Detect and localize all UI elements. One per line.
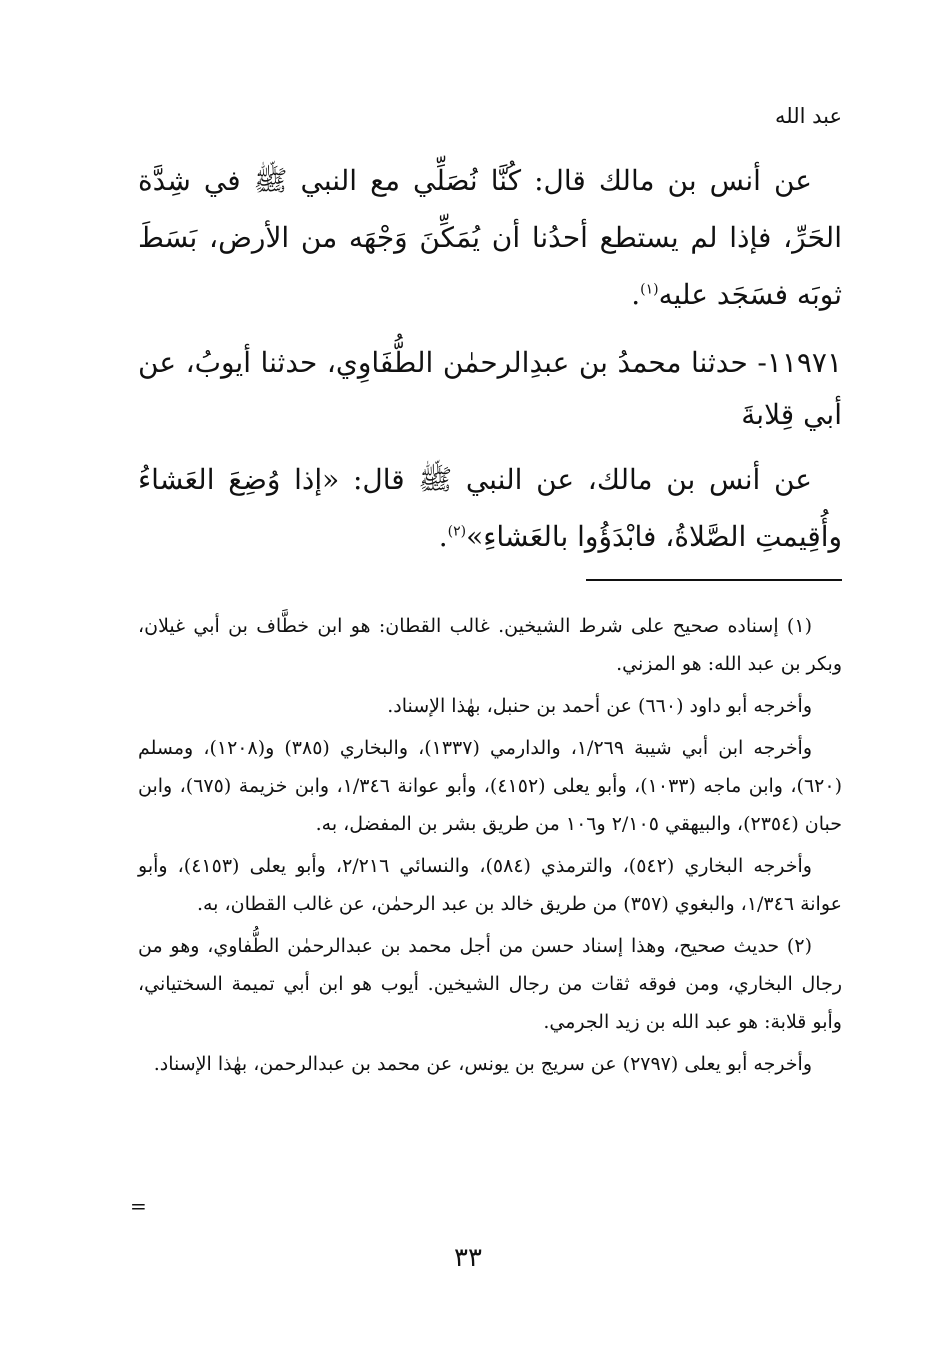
main-text	[138, 152, 842, 579]
hadith-text	[138, 152, 842, 323]
sentence-end: .	[631, 278, 641, 311]
page-number: ٣٣	[454, 1243, 482, 1273]
hadith-isnad: ١١٩٧١- حدثنا محمدُ بن عبدِالرحمٰن الطُّفَاوِي، حدثنا أيوبُ، عن أبي قِلابةَ	[138, 346, 842, 431]
continued-mark: =	[130, 1194, 147, 1218]
footnote-paragraph: وأخرجه أبو يعلى (٢٧٩٧) عن سريج بن يونس، عن محمد بن عبدالرحمن، بهٰذا الإسناد.	[153, 1053, 812, 1075]
footnote-reference: (١)	[640, 281, 659, 298]
footnotes	[138, 607, 842, 1087]
footnote-paragraph: وأخرجه ابن أبي شيبة ١/٢٦٩، والدارمي (١٣٣٧)، والبخاري (٣٨٥) و(١٢٠٨)، ومسلم (٦٢٠)، وابن ماجه (١٠٣٣)، وأبو يعلى (٤١٥٢)، وأبو عوانة ١/٣٤٦، وابن خزيمة (٦٧٥)، وابن حبان (٢٣٥٤)، والبيهقي ٢/١٠٥ و١٠٦ من طريق بشر بن المفضل، به.	[138, 737, 842, 835]
continuation-text: عبد الله	[774, 104, 842, 128]
hadith-matn: عن أنس بن مالك قال: كُنَّا نُصَلِّي مع النبي ﷺ في شِدَّة الحَرِّ، فإذا لم يستطع أحدُنا أن يُمَكِّنَ وَجْهَه من الأرض، بَسَطَ ثوبَه فسَجَد عليه	[138, 164, 842, 311]
footnote-paragraph: (٢) حديث صحيح، وهذا إسناد حسن من أجل محمد بن عبدالرحمٰن الطُّفاوي، وهو من رجال البخاري، ومن فوقه ثقات من رجال الشيخين. أيوب هو ابن أبي تميمة السختياني، وأبو قلابة: هو عبد الله بن زيد الجرمي.	[138, 935, 842, 1033]
footnote-reference: (٢)	[447, 523, 467, 540]
footnote-divider	[586, 579, 842, 581]
footnote-paragraph: وأخرجه أبو داود (٦٦٠) عن أحمد بن حنبل، بهٰذا الإسناد.	[387, 695, 812, 717]
hadith-text	[138, 451, 842, 565]
sentence-end: .	[438, 520, 448, 553]
footnote-paragraph: (١) إسناده صحيح على شرط الشيخين. غالب القطان: هو ابن خطَّاف بن أبي غيلان، وبكر بن عبد الله: هو المزني.	[138, 615, 842, 675]
footnote-paragraph: وأخرجه البخاري (٥٤٢)، والترمذي (٥٨٤)، والنسائي ٢/٢١٦، وأبو يعلى (٤١٥٣)، وأبو عوانة ١/٣٤٦، والبغوي (٣٥٧) من طريق خالد بن عبد الرحمٰن، عن غالب القطان، به.	[138, 855, 842, 915]
hadith-matn: عن أنس بن مالك، عن النبي ﷺ قال: «إذا وُضِعَ العَشاءُ وأُقِيمتِ الصَّلاةُ، فابْدَؤُوا بالعَشاءِ»	[138, 463, 842, 553]
